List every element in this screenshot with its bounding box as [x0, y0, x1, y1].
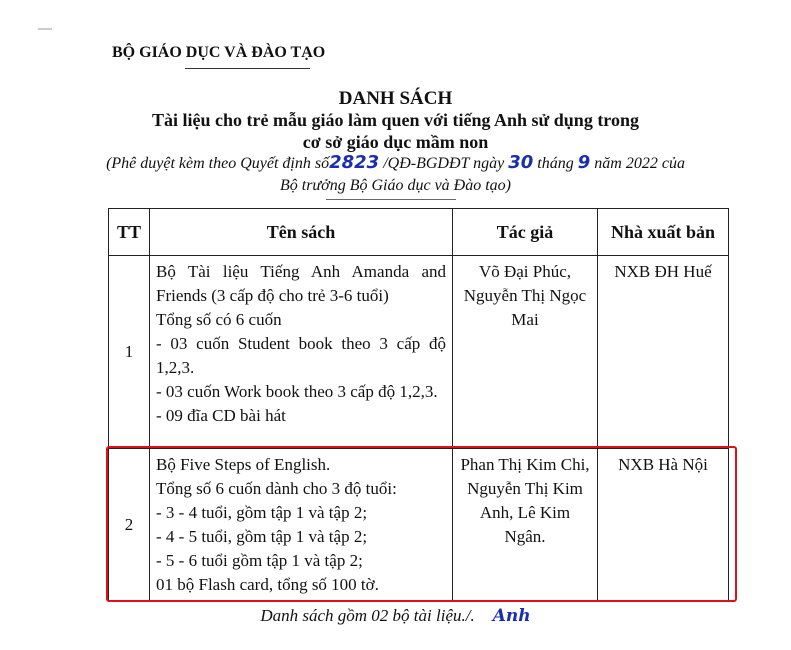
approval-day: 30: [508, 152, 534, 173]
header-publisher: Nhà xuất bản: [598, 209, 729, 256]
publisher-cell: NXB Hà Nội: [598, 449, 729, 602]
signature: Anh: [492, 606, 531, 626]
divider: [185, 68, 310, 69]
book-title-cell: [150, 256, 453, 449]
cell-line: 01 bộ Flash card, tổng số 100 tờ.: [156, 575, 379, 594]
ministry-name: BỘ GIÁO DỤC VÀ ĐÀO TẠO: [112, 44, 326, 61]
approval-prefix: (Phê duyệt kèm theo Quyết định số: [106, 155, 330, 172]
header-title: Tên sách: [150, 209, 453, 256]
approval-month: 9: [577, 152, 591, 173]
cell-line: - 03 cuốn Student book theo 3 cấp độ 1,2,3.: [156, 334, 446, 377]
cell-line: - 5 - 6 tuổi gồm tập 1 và tập 2;: [156, 551, 363, 570]
row-number: 2: [109, 449, 150, 602]
cell-line: - 3 - 4 tuổi, gồm tập 1 và tập 2;: [156, 503, 368, 522]
table-row: [109, 256, 729, 449]
row-number: 1: [109, 256, 150, 449]
cell-line: Tổng số 6 cuốn dành cho 3 độ tuổi:: [156, 479, 397, 498]
author-cell: Võ Đại Phúc, Nguyễn Thị Ngọc Mai: [453, 256, 598, 449]
cell-line: Bộ Tài liệu Tiếng Anh Amanda and Friends (3 cấp độ cho trẻ 3-6 tuổi): [156, 262, 446, 305]
doc-title: DANH SÁCH: [338, 88, 453, 109]
cell-line: Tổng số có 6 cuốn: [156, 310, 282, 329]
author-cell: Phan Thị Kim Chi, Nguyễn Thị Kim Anh, Lê Kim Ngân.: [453, 449, 598, 602]
approval-note: [0, 152, 791, 197]
approval-suffix: năm 2022 của: [590, 155, 685, 172]
decision-number: 2823: [329, 152, 380, 173]
table-header-row: [109, 209, 729, 256]
header-tt: TT: [109, 209, 150, 256]
footer-note: [0, 606, 791, 626]
doc-subtitle-1: Tài liệu cho trẻ mẫu giáo làm quen với tiếng Anh sử dụng trong: [151, 110, 639, 130]
approval-line2: Bộ trưởng Bộ Giáo dục và Đào tạo): [279, 177, 511, 194]
publisher-cell: NXB ĐH Huế: [598, 256, 729, 449]
cell-line: - 09 đĩa CD bài hát: [156, 406, 286, 425]
cell-line: - 03 cuốn Work book theo 3 cấp độ 1,2,3.: [156, 382, 438, 401]
scan-speck: [38, 28, 52, 30]
cell-line: Bộ Five Steps of English.: [156, 455, 331, 474]
divider: [326, 199, 456, 200]
header-author: Tác giả: [453, 209, 598, 256]
approval-mid1: /QĐ-BGDĐT ngày: [379, 155, 509, 172]
doc-subtitle-2: cơ sở giáo dục mầm non: [302, 132, 489, 152]
cell-line: - 4 - 5 tuổi, gồm tập 1 và tập 2;: [156, 527, 368, 546]
approval-mid2: tháng: [533, 155, 578, 172]
highlight-box: [106, 446, 737, 602]
footer-text: Danh sách gồm 02 bộ tài liệu./.: [260, 606, 475, 625]
